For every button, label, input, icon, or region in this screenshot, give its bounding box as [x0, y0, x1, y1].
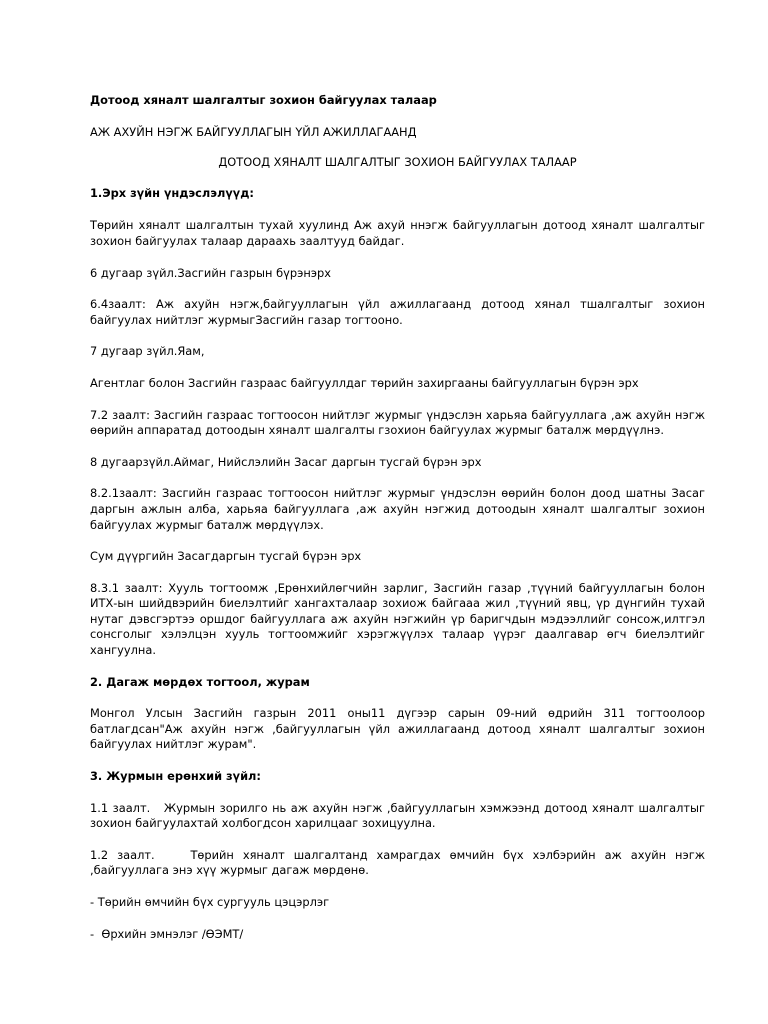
paragraph: Сум дүүргийн Засагдаргын тусгай бүрэн эрх: [90, 549, 362, 564]
document-body: [90, 93, 713, 942]
subtitle-center: ДОТООД ХЯНАЛТ ШАЛГАЛТЫГ ЗОХИОН БАЙГУУЛАХ ТАЛААР: [218, 155, 577, 170]
subtitle-upper: АЖ АХУЙН НЭГЖ БАЙГУУЛЛАГЫН ҮЙЛ АЖИЛЛАГААНД: [90, 124, 417, 139]
paragraph: 8 дугаарзүйл.Аймаг, Нийслэлийн Засаг даргын тусгай бүрэн эрх: [90, 454, 482, 469]
paragraph: Монгол Улсын Засгийн газрын 2011 оны11 дүгээр сарын 09-ний өдрийн 311 тогтоолоор батлагдсан"Аж ахуйн нэгж ,байгууллагын үйл ажиллагаанд дотоод хяналт шалгалтыг зохион байгуулах нийтлэг журам".: [90, 706, 705, 752]
paragraph: 7 дугаар зүйл.Яам,: [90, 344, 205, 359]
section-1-heading: 1.Эрх зүйн үндэслэлүүд:: [90, 185, 254, 200]
paragraph: 1.2 заалт. Төрийн хяналт шалгалтанд хамрагдах өмчийн бүх хэлбэрийн аж ахуйн нэгж ,байгууллага энэ хүү журмыг дагаж мөрдөнө.: [90, 847, 713, 878]
paragraph: Төрийн хяналт шалгалтын тухай хуулинд Аж ахуй ннэгж байгууллагын дотоод хяналт шалгалтыг зохион байгуулах талаар дараахь заалтууд байдаг.: [90, 218, 705, 248]
section-3-heading: 3. Журмын ерөнхий зүйл:: [90, 769, 261, 784]
paragraph: Агентлаг болон Засгийн газраас байгууллдаг төрийн захиргааны байгууллагын бүрэн эрх: [90, 375, 639, 390]
document-title: Дотоод хяналт шалгалтыг зохион байгуулах талаар: [90, 93, 437, 107]
paragraph: 7.2 заалт: Засгийн газраас тогтоосон нийтлэг журмыг үндэслэн харьяа байгууллага ,аж ахуйн нэгж өөрийн аппаратад дотоодын хяналт шалгалты гзохион байгуулах журмыг баталж мөрдүүлнэ.: [90, 407, 705, 438]
paragraph: 8.3.1 заалт: Хууль тогтоомж ,Ерөнхийлөгчийн зарлиг, Засгийн газар ,түүний байгууллагын болон ИТХ-ын шийдвэрийн биелэлтийг хангахталаар зохиож байгааа жил ,түүний явц, үр дүнгийн тухай нутаг дэвсгэртээ оршдог байгууллага аж ахуйн нэгжийн үр баригчдын мэдээллийг сонсож,илтгэл сонсголыг хэлэлцэн хууль тогтоомжийг хэрэгжүүлэх талаар үүрэг даалгавар өгч биелэлтийг хангуулна.: [90, 580, 705, 658]
paragraph: 6.4заалт: Аж ахуйн нэгж,байгууллагын үйл ажиллагаанд дотоод хянал тшалгалтыг зохион байгуулах нийтлэг журмыгЗасгийн газар тогтооно.: [90, 297, 705, 327]
paragraph: 1.1 заалт. Журмын зорилго нь аж ахуйн нэгж ,байгууллагын хэмжээнд дотоод хяналт шалгалтыг зохион байгуулахтай холбогдсон харилцааг зохицуулна.: [90, 800, 709, 831]
section-2-heading: 2. Дагаж мөрдөх тогтоол, журам: [90, 674, 310, 689]
paragraph: 6 дугаар зүйл.Засгийн газрын бүрэнэрх: [90, 265, 332, 280]
paragraph: 8.2.1заалт: Засгийн газраас тогтоосон нийтлэг журмыг үндэслэн өөрийн болон доод шатны Засаг даргын ажлын алба, харьяа байгууллага ,аж ахуйн нэгжид дотоодын хяналт шалгалтыг зохион байгуулах журмыг баталж мөрдүүлэх.: [90, 486, 705, 532]
list-item: - Өрхийн эмнэлэг /ӨЭМТ/: [90, 926, 244, 941]
list-item: - Төрийн өмчийн бүх сургууль цэцэрлэг: [90, 895, 330, 909]
